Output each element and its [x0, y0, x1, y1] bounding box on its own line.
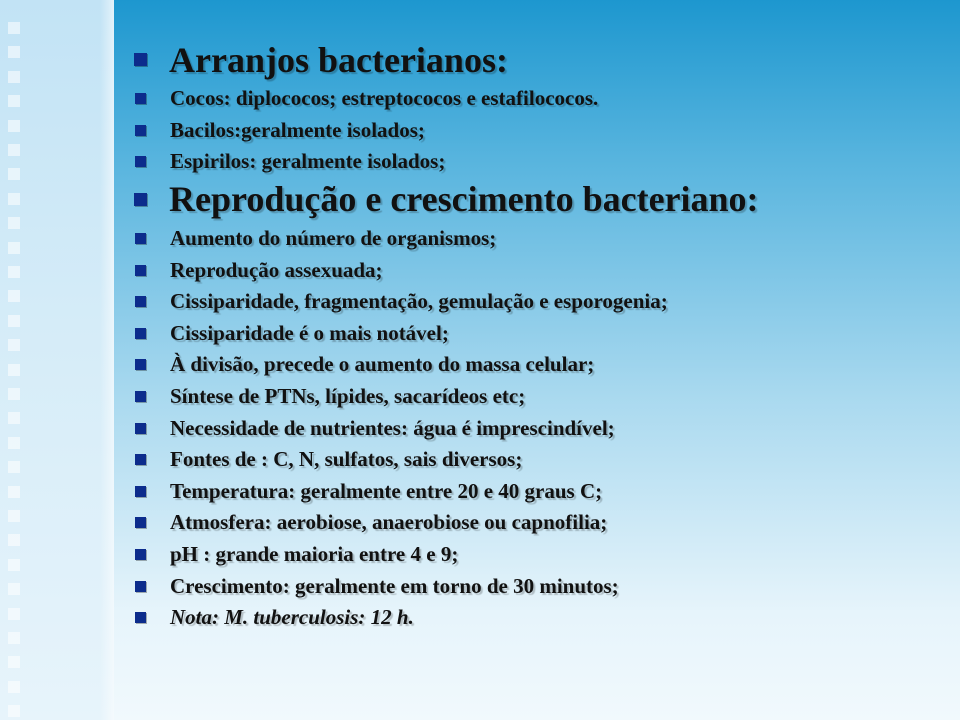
- list-item: [132, 444, 944, 476]
- list-item: [132, 476, 944, 508]
- heading-arranjos: [132, 38, 944, 81]
- decorative-square-strip: [0, 0, 114, 720]
- square-bullet-icon: [135, 125, 146, 136]
- square-bullet-icon: [135, 359, 146, 370]
- list-item: [132, 223, 944, 255]
- decorative-square: [8, 144, 20, 156]
- square-bullet-icon: [135, 296, 146, 307]
- square-bullet-icon: [135, 454, 146, 465]
- list-item-text: Nota: M. tuberculosis: 12 h.: [170, 605, 414, 630]
- heading-text: Reprodução e crescimento bacteriano:: [169, 179, 759, 220]
- decorative-square: [8, 461, 20, 473]
- decorative-square: [8, 656, 20, 668]
- square-bullet-icon: [134, 193, 147, 206]
- decorative-square: [8, 510, 20, 522]
- decorative-square: [8, 339, 20, 351]
- list-item: [132, 570, 944, 602]
- decorative-square: [8, 266, 20, 278]
- decorative-square: [8, 290, 20, 302]
- decorative-square: [8, 559, 20, 571]
- list-item-text: Atmosfera: aerobiose, anaerobiose ou capnofilia;: [170, 510, 608, 535]
- decorative-square: [8, 632, 20, 644]
- list-item-note: [132, 602, 944, 634]
- decorative-square: [8, 120, 20, 132]
- list-item-text: Aumento do número de organismos;: [170, 226, 497, 251]
- list-item-text: Bacilos:geralmente isolados;: [170, 117, 425, 142]
- decorative-square: [8, 583, 20, 595]
- list-item: [132, 539, 944, 571]
- decorative-square: [8, 95, 20, 107]
- list-item-text: Crescimento: geralmente em torno de 30 minutos;: [170, 573, 619, 598]
- list-item: [132, 115, 944, 147]
- bullet-list: [132, 38, 944, 634]
- square-bullet-icon: [135, 328, 146, 339]
- decorative-square: [8, 486, 20, 498]
- list-item: [132, 507, 944, 539]
- decorative-square: [8, 705, 20, 717]
- square-bullet-icon: [135, 423, 146, 434]
- decorative-square: [8, 412, 20, 424]
- list-item-text: Cissiparidade é o mais notável;: [170, 320, 449, 345]
- decorative-square: [8, 71, 20, 83]
- list-item: [132, 286, 944, 318]
- square-bullet-icon: [135, 265, 146, 276]
- list-item-text: Síntese de PTNs, lípides, sacarídeos etc;: [170, 384, 526, 409]
- heading-text: Arranjos bacterianos:: [169, 39, 508, 80]
- list-item-text: Cocos: diplococos; estreptococos e estafilococos.: [170, 86, 599, 111]
- square-bullet-icon: [135, 612, 146, 623]
- list-item: [132, 146, 944, 178]
- list-item: [132, 349, 944, 381]
- square-bullet-icon: [135, 517, 146, 528]
- list-item-text: Fontes de : C, N, sulfatos, sais diversos;: [170, 447, 523, 472]
- decorative-square: [8, 193, 20, 205]
- decorative-square: [8, 217, 20, 229]
- square-bullet-icon: [135, 581, 146, 592]
- decorative-square: [8, 388, 20, 400]
- list-item-text: Reprodução assexuada;: [170, 257, 383, 282]
- list-item-text: Espirilos: geralmente isolados;: [170, 149, 446, 174]
- square-bullet-icon: [135, 486, 146, 497]
- decorative-square: [8, 315, 20, 327]
- decorative-square: [8, 681, 20, 693]
- decorative-square: [8, 46, 20, 58]
- square-bullet-icon: [135, 93, 146, 104]
- square-bullet-icon: [135, 549, 146, 560]
- list-item: [132, 254, 944, 286]
- square-bullet-icon: [134, 53, 147, 66]
- list-item-text: Cissiparidade, fragmentação, gemulação e esporogenia;: [170, 289, 668, 314]
- decorative-square: [8, 168, 20, 180]
- decorative-square: [8, 534, 20, 546]
- list-item: [132, 412, 944, 444]
- decorative-square: [8, 22, 20, 34]
- list-item-text: Necessidade de nutrientes: água é imprescindível;: [170, 415, 615, 440]
- square-bullet-icon: [135, 391, 146, 402]
- decorative-square: [8, 364, 20, 376]
- list-item: [132, 83, 944, 115]
- square-bullet-icon: [135, 156, 146, 167]
- list-item-text: À divisão, precede o aumento do massa celular;: [170, 352, 595, 377]
- square-bullet-icon: [135, 233, 146, 244]
- list-item-text: Temperatura: geralmente entre 20 e 40 graus C;: [170, 478, 603, 503]
- list-item: [132, 318, 944, 350]
- decorative-square: [8, 437, 20, 449]
- list-item: [132, 381, 944, 413]
- heading-reproducao: [132, 178, 944, 221]
- list-item-text: pH : grande maioria entre 4 e 9;: [170, 542, 459, 567]
- decorative-square: [8, 608, 20, 620]
- decorative-square: [8, 242, 20, 254]
